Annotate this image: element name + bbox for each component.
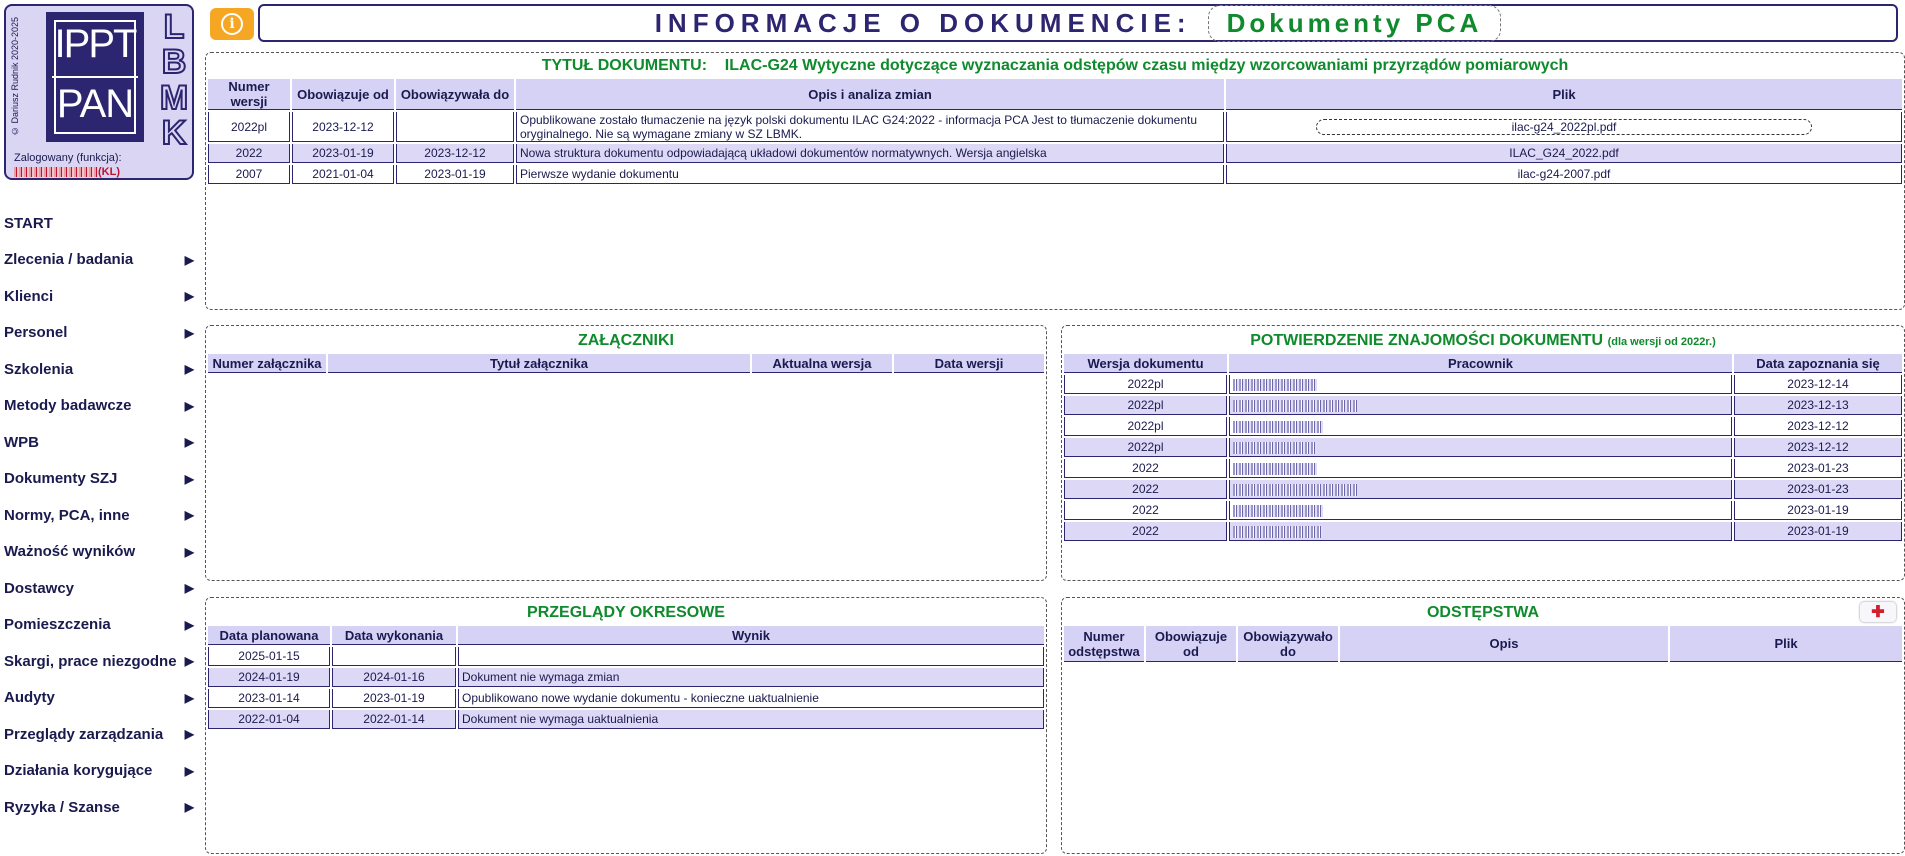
menu-item[interactable] bbox=[0, 534, 198, 571]
valid-from-cell: 2021-01-04 bbox=[292, 165, 394, 184]
logged-in-label: Zalogowany (funkcja): bbox=[14, 152, 122, 164]
menu-item-label: WPB bbox=[4, 433, 39, 451]
menu-item-label: Skargi, prace niezgodne bbox=[4, 652, 177, 670]
logo-box bbox=[4, 4, 194, 180]
menu-item[interactable] bbox=[0, 570, 198, 607]
logo-bottom-text: PAN bbox=[56, 82, 134, 126]
employee-cell bbox=[1229, 480, 1732, 499]
table-row bbox=[208, 165, 1902, 184]
column-header: Opis i analiza zmian bbox=[516, 79, 1224, 110]
menu-item-label: Ważność wyników bbox=[4, 543, 136, 561]
column-header: Pracownik bbox=[1229, 354, 1732, 373]
arrow-right-icon: ▶ bbox=[184, 325, 194, 340]
menu-item[interactable] bbox=[0, 424, 198, 461]
reviews-title: PRZEGLĄDY OKRESOWE bbox=[527, 604, 725, 621]
column-header: Obowiązuje od bbox=[1146, 626, 1236, 662]
planned-date-cell: 2023-01-14 bbox=[208, 689, 330, 708]
menu-item[interactable] bbox=[0, 789, 198, 826]
arrow-right-icon: ▶ bbox=[184, 654, 194, 669]
menu-item-label: Ryzyka / Szanse bbox=[4, 798, 120, 816]
column-header: Data wersji bbox=[894, 354, 1044, 373]
date-cell: 2023-01-19 bbox=[1734, 501, 1902, 520]
menu-item-label: Normy, PCA, inne bbox=[4, 506, 130, 524]
column-header: Data zapoznania się bbox=[1734, 354, 1902, 373]
acknowledgement-panel bbox=[1061, 325, 1905, 581]
date-cell: 2023-01-23 bbox=[1734, 480, 1902, 499]
column-header: Obowiązywało do bbox=[1238, 626, 1338, 662]
arrow-right-icon: ▶ bbox=[184, 289, 194, 304]
redacted-employee bbox=[1233, 442, 1317, 454]
file-cell bbox=[1226, 144, 1902, 163]
date-cell: 2023-12-12 bbox=[1734, 438, 1902, 457]
menu-item-label: Klienci bbox=[4, 287, 54, 305]
table-row bbox=[208, 144, 1902, 163]
menu-item[interactable] bbox=[0, 753, 198, 790]
versions-panel bbox=[205, 52, 1905, 310]
plus-icon: ✚ bbox=[1871, 604, 1885, 621]
file-link[interactable]: ILAC_G24_2022.pdf bbox=[1509, 146, 1619, 160]
version-cell: 2022pl bbox=[1064, 438, 1227, 457]
redacted-employee bbox=[1233, 526, 1323, 538]
attachments-panel bbox=[205, 325, 1047, 581]
menu-item-label: Działania korygujące bbox=[4, 762, 153, 780]
table-row bbox=[1064, 480, 1902, 499]
date-cell: 2023-12-12 bbox=[1734, 417, 1902, 436]
table-row bbox=[1064, 417, 1902, 436]
arrow-right-icon: ▶ bbox=[184, 690, 194, 705]
column-header: Plik bbox=[1670, 626, 1902, 662]
menu-item-label: Dostawcy bbox=[4, 579, 75, 597]
column-header: Wersja dokumentu bbox=[1064, 354, 1227, 373]
column-header: Data wykonania bbox=[332, 626, 456, 645]
menu-item[interactable] bbox=[0, 461, 198, 498]
attachments-table bbox=[206, 352, 1046, 375]
column-header: Aktualna wersja bbox=[752, 354, 892, 373]
redacted-username bbox=[14, 167, 98, 177]
description-cell: Opublikowane zostało tłumaczenie na język polski dokumentu ILAC G24:2022 - informacja PCA Jest to tłumaczenie dokumentu oryginalnego. Nie są wymagane zmiany w SZ LBMK. bbox=[516, 112, 1224, 142]
arrow-right-icon: ▶ bbox=[184, 763, 194, 778]
date-cell: 2023-01-23 bbox=[1734, 459, 1902, 478]
deviations-table bbox=[1062, 624, 1904, 664]
table-row bbox=[1064, 459, 1902, 478]
copyright-text: © Dariusz Rudnik 2020-2025 bbox=[10, 16, 20, 136]
planned-date-cell: 2024-01-19 bbox=[208, 668, 330, 687]
menu-item-label: Dokumenty SZJ bbox=[4, 470, 118, 488]
menu-item-label: Personel bbox=[4, 324, 68, 342]
valid-to-cell: 2023-12-12 bbox=[396, 144, 514, 163]
document-title: ILAC-G24 Wytyczne dotyczące wyznaczania odstępów czasu między wzorcowaniami przyrządów pomiarowych bbox=[724, 57, 1569, 74]
menu-item-label: Pomieszczenia bbox=[4, 616, 111, 634]
column-header: Wynik bbox=[458, 626, 1044, 645]
arrow-right-icon: ▶ bbox=[184, 398, 194, 413]
file-cell bbox=[1226, 165, 1902, 184]
description-cell: Pierwsze wydanie dokumentu bbox=[516, 165, 1224, 184]
valid-to-cell bbox=[396, 112, 514, 142]
version-cell: 2022pl bbox=[208, 112, 290, 142]
arrow-right-icon: ▶ bbox=[184, 508, 194, 523]
valid-to-cell: 2023-01-19 bbox=[396, 165, 514, 184]
file-cell bbox=[1226, 112, 1902, 142]
redacted-employee bbox=[1233, 505, 1323, 517]
page-title: INFORMACJE O DOKUMENCIE: bbox=[654, 7, 1192, 38]
table-row bbox=[1064, 396, 1902, 415]
table-row bbox=[1064, 375, 1902, 394]
version-cell: 2022pl bbox=[1064, 417, 1227, 436]
redacted-employee bbox=[1233, 400, 1357, 412]
file-link[interactable]: ilac-g24-2007.pdf bbox=[1517, 167, 1611, 181]
attachments-title: ZAŁĄCZNIKI bbox=[578, 332, 674, 349]
menu-item[interactable] bbox=[0, 497, 198, 534]
employee-cell bbox=[1229, 396, 1732, 415]
valid-from-cell: 2023-12-12 bbox=[292, 112, 394, 142]
version-cell: 2022 bbox=[208, 144, 290, 163]
main-menu bbox=[0, 205, 198, 826]
menu-item-label: START bbox=[4, 214, 53, 232]
employee-cell bbox=[1229, 501, 1732, 520]
redacted-employee bbox=[1233, 484, 1357, 496]
reviews-panel bbox=[205, 597, 1047, 854]
document-title-line: TYTUŁ DOKUMENTU: ILAC-G24 Wytyczne dotyczące wyznaczania odstępów czasu między wzorcowaniami przyrządów pomiarowych bbox=[541, 57, 1569, 74]
done-date-cell bbox=[332, 647, 456, 666]
arrow-right-icon: ▶ bbox=[184, 544, 194, 559]
table-row bbox=[208, 689, 1044, 708]
column-header: Numer załącznika bbox=[208, 354, 326, 373]
menu-item-label: Metody badawcze bbox=[4, 397, 132, 415]
employee-cell bbox=[1229, 438, 1732, 457]
version-cell: 2022 bbox=[1064, 501, 1227, 520]
acknowledgement-title: POTWIERDZENIE ZNAJOMOŚCI DOKUMENTU (dla wersji od 2022r.) bbox=[1250, 332, 1716, 349]
valid-from-cell: 2023-01-19 bbox=[292, 144, 394, 163]
page-header bbox=[258, 4, 1898, 42]
table-row bbox=[1064, 438, 1902, 457]
planned-date-cell: 2025-01-15 bbox=[208, 647, 330, 666]
version-cell: 2022pl bbox=[1064, 375, 1227, 394]
menu-item[interactable] bbox=[0, 278, 198, 315]
menu-item[interactable] bbox=[0, 643, 198, 680]
result-cell: Dokument nie wymaga uaktualnienia bbox=[458, 710, 1044, 729]
deviations-panel bbox=[1061, 597, 1905, 854]
done-date-cell: 2024-01-16 bbox=[332, 668, 456, 687]
ippt-pan-logo bbox=[46, 12, 144, 142]
reviews-table bbox=[206, 624, 1046, 731]
date-cell: 2023-01-19 bbox=[1734, 522, 1902, 541]
result-cell bbox=[458, 647, 1044, 666]
document-type-badge: Dokumenty PCA bbox=[1208, 5, 1502, 42]
version-cell: 2007 bbox=[208, 165, 290, 184]
column-header: Tytuł załącznika bbox=[328, 354, 750, 373]
table-row bbox=[208, 668, 1044, 687]
column-header: Numer odstępstwa bbox=[1064, 626, 1144, 662]
menu-item[interactable] bbox=[0, 680, 198, 717]
logo-top-text: IPPT bbox=[54, 22, 136, 66]
menu-item-label: Szkolenia bbox=[4, 360, 74, 378]
redacted-employee bbox=[1233, 421, 1323, 433]
arrow-right-icon: ▶ bbox=[184, 471, 194, 486]
version-cell: 2022 bbox=[1064, 522, 1227, 541]
employee-cell bbox=[1229, 417, 1732, 436]
menu-item[interactable] bbox=[0, 205, 198, 242]
column-header: Numer wersji bbox=[208, 79, 290, 110]
deviations-title: ODSTĘPSTWA bbox=[1426, 604, 1539, 621]
menu-item-label: Przeglądy zarządzania bbox=[4, 725, 164, 743]
table-row bbox=[208, 112, 1902, 142]
planned-date-cell: 2022-01-04 bbox=[208, 710, 330, 729]
menu-item-label: Audyty bbox=[4, 689, 55, 707]
arrow-right-icon: ▶ bbox=[184, 727, 194, 742]
result-cell: Dokument nie wymaga zmian bbox=[458, 668, 1044, 687]
redacted-employee bbox=[1233, 463, 1317, 475]
employee-cell bbox=[1229, 375, 1732, 394]
column-header: Opis bbox=[1340, 626, 1668, 662]
version-cell: 2022 bbox=[1064, 480, 1227, 499]
menu-item[interactable] bbox=[0, 388, 198, 425]
arrow-right-icon: ▶ bbox=[184, 435, 194, 450]
description-cell: Nowa struktura dokumentu odpowiadającą układowi dokumentów normatywnych. Wersja angielska bbox=[516, 144, 1224, 163]
acknowledgement-table bbox=[1062, 352, 1904, 543]
logged-in-user: (KL) bbox=[14, 166, 120, 178]
menu-item[interactable] bbox=[0, 716, 198, 753]
arrow-right-icon: ▶ bbox=[184, 617, 194, 632]
menu-item[interactable] bbox=[0, 351, 198, 388]
employee-cell bbox=[1229, 522, 1732, 541]
version-cell: 2022 bbox=[1064, 459, 1227, 478]
lbmk-logo: L B M K bbox=[159, 8, 189, 152]
done-date-cell: 2023-01-19 bbox=[332, 689, 456, 708]
file-link[interactable]: ilac-g24_2022pl.pdf bbox=[1316, 119, 1812, 135]
employee-cell bbox=[1229, 459, 1732, 478]
arrow-right-icon: ▶ bbox=[184, 581, 194, 596]
result-cell: Opublikowano nowe wydanie dokumentu - konieczne uaktualnienie bbox=[458, 689, 1044, 708]
info-button[interactable] bbox=[210, 8, 254, 40]
menu-item[interactable] bbox=[0, 607, 198, 644]
redacted-employee bbox=[1233, 379, 1317, 391]
table-row bbox=[1064, 501, 1902, 520]
version-cell: 2022pl bbox=[1064, 396, 1227, 415]
table-row bbox=[208, 710, 1044, 729]
arrow-right-icon: ▶ bbox=[184, 362, 194, 377]
column-header: Obowiązywała do bbox=[396, 79, 514, 110]
menu-item[interactable] bbox=[0, 242, 198, 279]
date-cell: 2023-12-14 bbox=[1734, 375, 1902, 394]
date-cell: 2023-12-13 bbox=[1734, 396, 1902, 415]
arrow-right-icon: ▶ bbox=[184, 252, 194, 267]
add-deviation-button[interactable] bbox=[1860, 602, 1896, 622]
column-header: Data planowana bbox=[208, 626, 330, 645]
versions-table bbox=[206, 77, 1904, 186]
menu-item[interactable] bbox=[0, 315, 198, 352]
column-header: Obowiązuje od bbox=[292, 79, 394, 110]
column-header: Plik bbox=[1226, 79, 1902, 110]
info-icon: i bbox=[221, 13, 243, 35]
table-row bbox=[208, 647, 1044, 666]
arrow-right-icon: ▶ bbox=[184, 800, 194, 815]
done-date-cell: 2022-01-14 bbox=[332, 710, 456, 729]
table-row bbox=[1064, 522, 1902, 541]
menu-item-label: Zlecenia / badania bbox=[4, 251, 134, 269]
